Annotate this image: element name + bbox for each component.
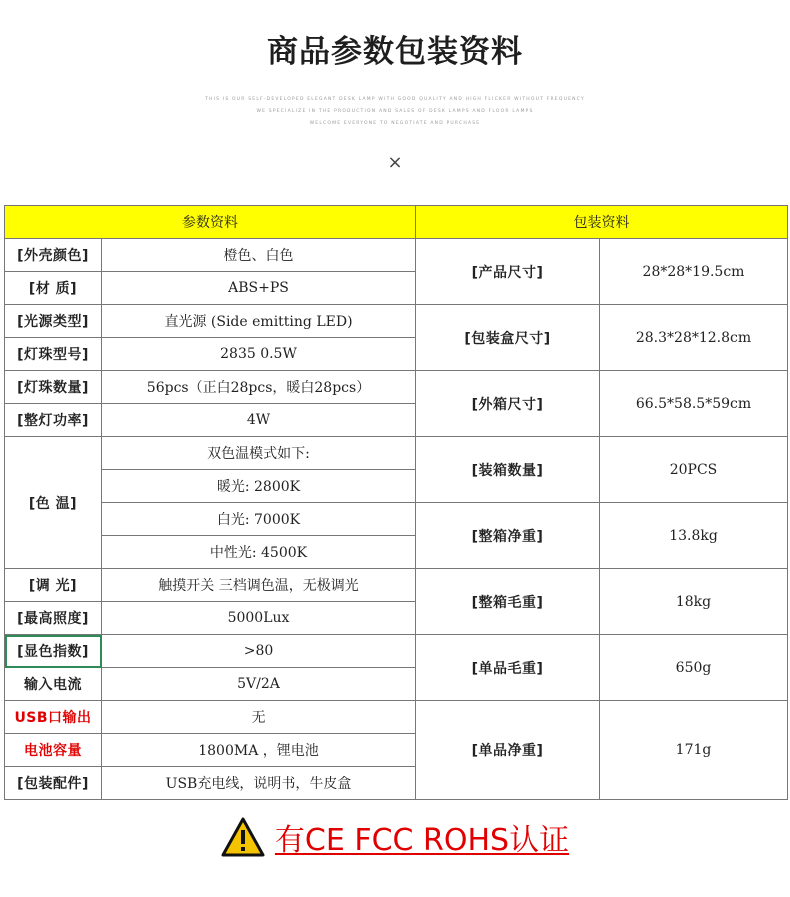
table-row <box>5 239 788 272</box>
pack-value: 20PCS <box>600 437 788 503</box>
param-value: 白光: 7000K <box>102 503 416 536</box>
param-value: 5V/2A <box>102 668 416 701</box>
param-value: 直光源 (Side emitting LED) <box>102 305 416 338</box>
pack-value: 28*28*19.5cm <box>600 239 788 305</box>
table-row <box>5 701 788 734</box>
param-label: [光源类型] <box>5 305 102 338</box>
table-row <box>5 371 788 404</box>
param-value: 56pcs（正白28pcs，暖白28pcs） <box>102 371 416 404</box>
pack-value: 171g <box>600 701 788 800</box>
pack-label: [单品毛重] <box>416 635 600 701</box>
page-title: 商品参数包装资料 <box>267 34 523 70</box>
tagline-line-2: WE SPECIALIZE IN THE PRODUCTION AND SALES OF DESK LAMPS AND FLOOR LAMPS <box>256 109 534 114</box>
spec-table <box>4 205 788 800</box>
pack-value: 650g <box>600 635 788 701</box>
pack-value: 13.8kg <box>600 503 788 569</box>
table-row <box>5 635 788 668</box>
param-label: [外壳颜色] <box>5 239 102 272</box>
pack-label: [单品净重] <box>416 701 600 800</box>
param-label-usb-output: USB口输出 <box>5 701 102 734</box>
param-value: 橙色、白色 <box>102 239 416 272</box>
param-label: [整灯功率] <box>5 404 102 437</box>
pack-value: 66.5*58.5*59cm <box>600 371 788 437</box>
param-label-selected[interactable]: [显色指数] <box>5 635 102 668</box>
param-label: [灯珠数量] <box>5 371 102 404</box>
tagline-line-1: THIS IS OUR SELF-DEVELOPED ELEGANT DESK LAMP WITH GOOD QUALITY AND HIGH FLICKER WITHOUT FREQUENCY <box>205 97 585 102</box>
pack-value: 28.3*28*12.8cm <box>600 305 788 371</box>
warning-icon <box>221 817 265 857</box>
certification-banner <box>0 812 790 862</box>
table-row <box>5 503 788 536</box>
param-label: [灯珠型号] <box>5 338 102 371</box>
param-value: 中性光: 4500K <box>102 536 416 569</box>
param-value: 无 <box>102 701 416 734</box>
param-label-color-temp: [色 温] <box>5 437 102 569</box>
param-label: 输入电流 <box>5 668 102 701</box>
pack-label: [产品尺寸] <box>416 239 600 305</box>
param-value: 4W <box>102 404 416 437</box>
pack-label: [外箱尺寸] <box>416 371 600 437</box>
param-label: [最高照度] <box>5 602 102 635</box>
pack-label: [装箱数量] <box>416 437 600 503</box>
param-label: [调 光] <box>5 569 102 602</box>
table-row <box>5 305 788 338</box>
param-label-battery: 电池容量 <box>5 734 102 767</box>
param-label: [包装配件] <box>5 767 102 800</box>
param-value: 暖光: 2800K <box>102 470 416 503</box>
pack-header: 包装资料 <box>416 206 788 239</box>
certification-text: 有CE FCC ROHS认证 <box>274 823 570 858</box>
param-header: 参数资料 <box>5 206 416 239</box>
param-value: 双色温模式如下: <box>102 437 416 470</box>
table-header-row <box>5 206 788 239</box>
close-icon[interactable]: × <box>387 152 403 173</box>
param-value: >80 <box>102 635 416 668</box>
pack-label: [整箱净重] <box>416 503 600 569</box>
tagline-line-3: WELCOME EVERYONE TO NEGOTIATE AND PURCHASE <box>309 121 481 126</box>
param-label: [材 质] <box>5 272 102 305</box>
param-value: USB充电线，说明书，牛皮盒 <box>102 767 416 800</box>
table-row <box>5 437 788 470</box>
pack-value: 18kg <box>600 569 788 635</box>
pack-label: [包装盒尺寸] <box>416 305 600 371</box>
param-value: 触摸开关 三档调色温，无极调光 <box>102 569 416 602</box>
pack-label: [整箱毛重] <box>416 569 600 635</box>
table-row <box>5 569 788 602</box>
param-value: 5000Lux <box>102 602 416 635</box>
param-value: 2835 0.5W <box>102 338 416 371</box>
param-value: 1800MA ，锂电池 <box>102 734 416 767</box>
param-value: ABS+PS <box>102 272 416 305</box>
